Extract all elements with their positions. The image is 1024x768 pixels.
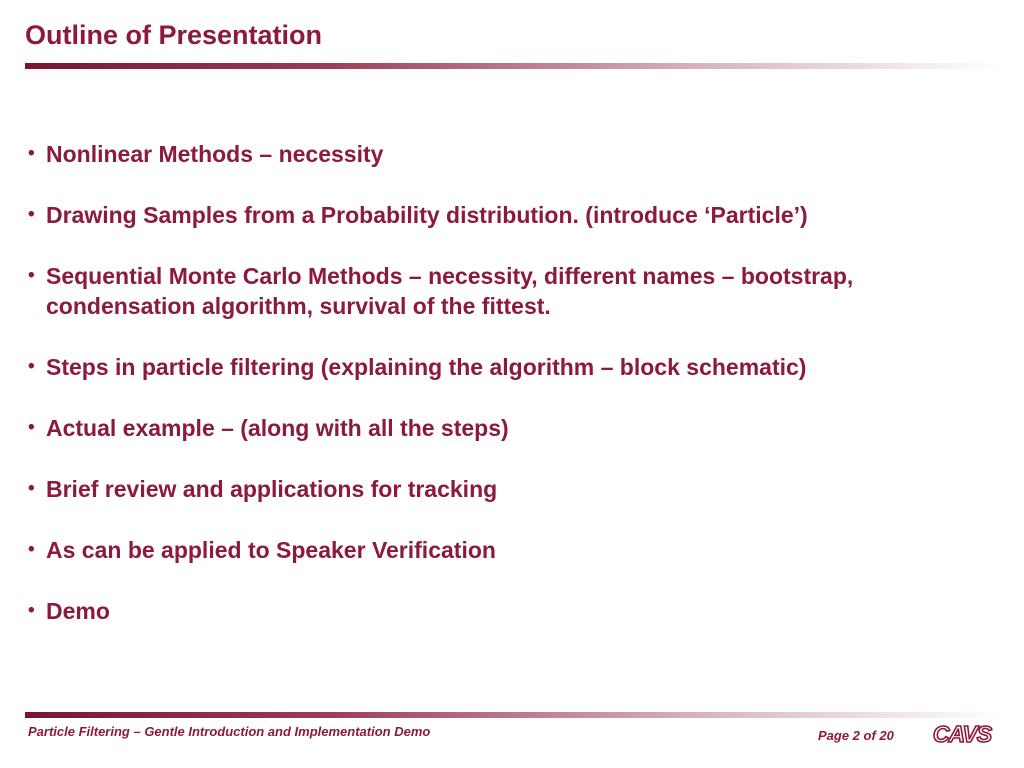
- bullet-dot-icon: •: [28, 204, 35, 225]
- bullet-item: [28, 474, 988, 504]
- cavs-logo-icon: [924, 720, 1000, 748]
- bullet-dot-icon: •: [28, 600, 35, 621]
- bullet-item: [28, 200, 988, 230]
- title-divider: [25, 63, 1000, 69]
- bullet-dot-icon: •: [28, 143, 35, 164]
- bullet-dot-icon: •: [28, 539, 35, 560]
- bullet-item: [28, 261, 988, 321]
- footer-divider: [25, 712, 1000, 718]
- bullet-item: [28, 413, 988, 443]
- bullet-item: [28, 352, 988, 382]
- svg-text:CAVS: CAVS: [932, 721, 992, 747]
- bullet-list: [28, 139, 988, 657]
- page-number: Page 2 of 20: [818, 728, 894, 743]
- bullet-item: [28, 139, 988, 169]
- footer-presentation-title: Particle Filtering – Gentle Introduction and Implementation Demo: [28, 724, 431, 739]
- bullet-text: Actual example – (along with all the steps): [46, 415, 509, 441]
- bullet-text: Nonlinear Methods – necessity: [46, 141, 384, 167]
- bullet-text: Demo: [46, 598, 110, 624]
- bullet-dot-icon: •: [28, 417, 35, 438]
- slide-title: Outline of Presentation: [25, 20, 323, 50]
- bullet-dot-icon: •: [28, 265, 35, 286]
- bullet-dot-icon: •: [28, 356, 35, 377]
- bullet-item: [28, 535, 988, 565]
- bullet-dot-icon: •: [28, 478, 35, 499]
- bullet-text: Brief review and applications for tracking: [46, 476, 498, 502]
- bullet-text: Drawing Samples from a Probability distribution. (introduce ‘Particle’): [46, 202, 808, 228]
- bullet-text: Sequential Monte Carlo Methods – necessity, different names – bootstrap, condensation algorithm, survival of the fittest.: [46, 263, 854, 319]
- bullet-item: [28, 596, 988, 626]
- bullet-text: Steps in particle filtering (explaining the algorithm – block schematic): [46, 354, 807, 380]
- bullet-text: As can be applied to Speaker Verification: [46, 537, 496, 563]
